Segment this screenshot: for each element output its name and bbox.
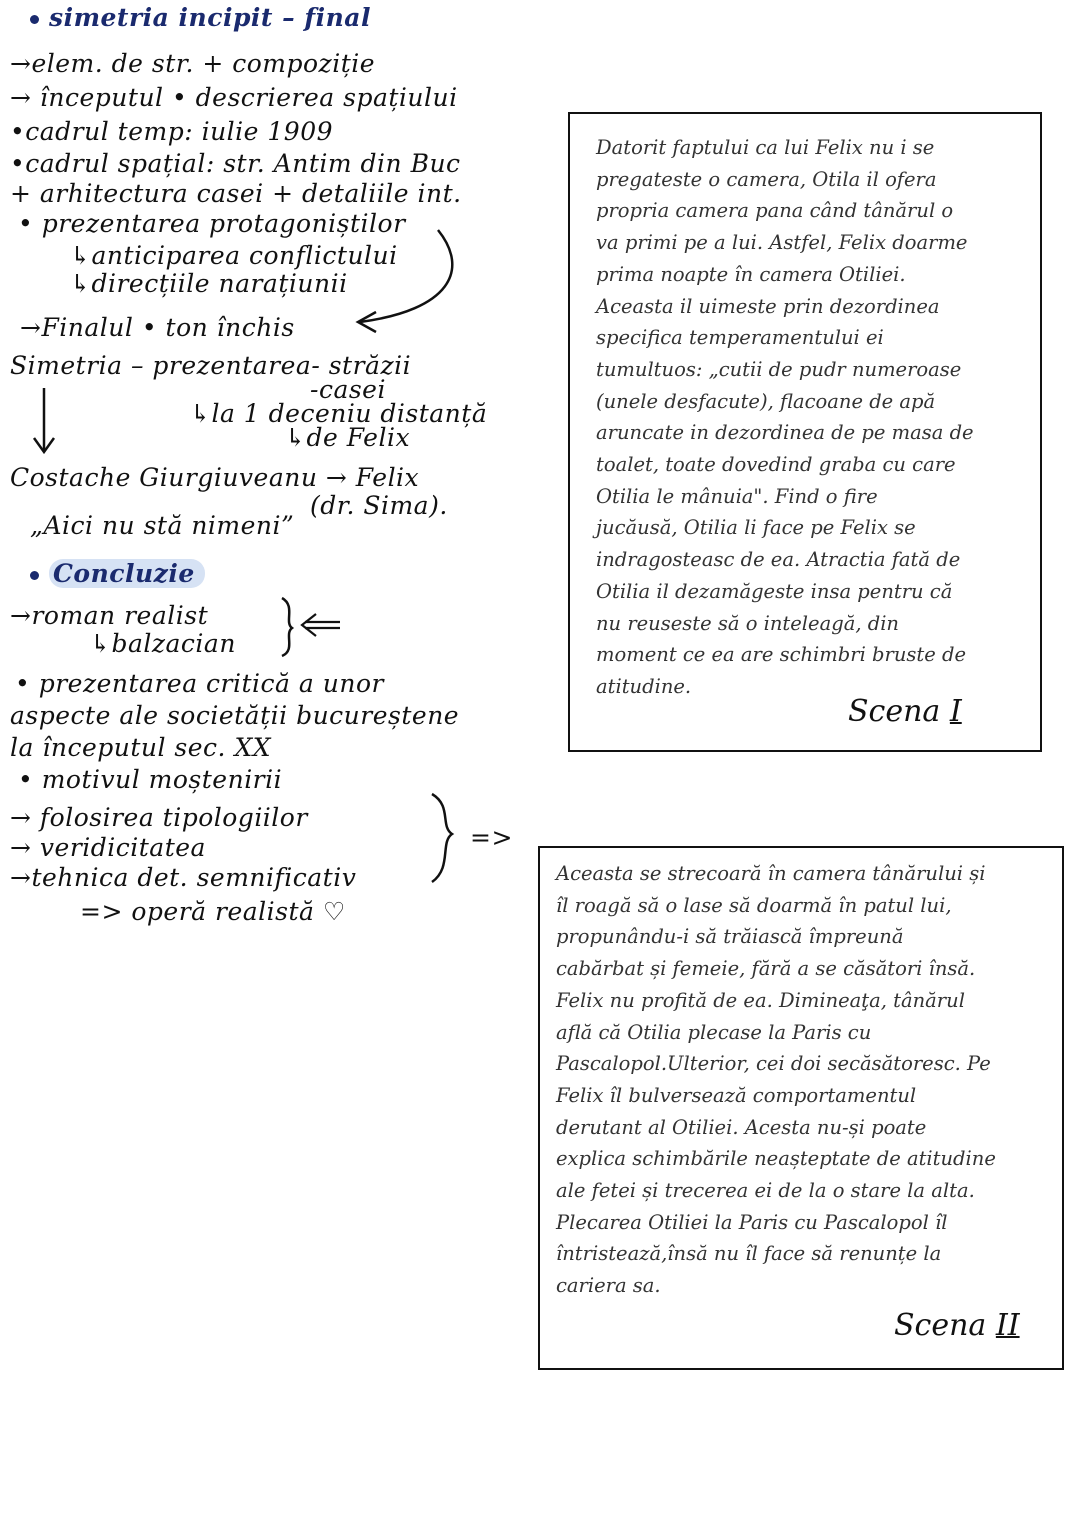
notes-line: -casei	[310, 375, 386, 404]
scene-two-label: Scena II	[894, 1308, 1020, 1343]
notes-heading-conclusion: Concluzie	[30, 558, 205, 589]
notes-line: ↳balzacian	[90, 629, 236, 658]
notes-line: → veridicitatea	[10, 833, 206, 862]
notes-line: + arhitectura casei + detaliile int.	[10, 179, 462, 208]
notes-arrow-text: =>	[470, 823, 513, 852]
notes-line: → începutul • descrierea spațiului	[10, 83, 458, 112]
notes-line: ↳direcțiile narațiunii	[70, 269, 348, 298]
notes-line: aspecte ale societății bucureștene	[10, 701, 460, 730]
notes-line: → folosirea tipologiilor	[10, 803, 308, 832]
bullet-icon	[30, 571, 39, 580]
notes-line: ↳anticiparea conflictului	[70, 241, 398, 270]
arrow-head-icon	[358, 312, 376, 332]
notes-heading-symmetry: simetria incipit – final	[30, 2, 371, 33]
arrow-head-icon	[302, 614, 316, 636]
notes-line: •cadrul temp: iulie 1909	[10, 117, 334, 146]
bullet-icon	[30, 15, 39, 24]
notes-line: Simetria – prezentarea- străzii	[10, 351, 412, 380]
notes-line: →roman realist	[10, 601, 209, 630]
notes-line: Costache Giurgiuveanu → Felix	[10, 463, 420, 492]
notes-line: la începutul sec. XX	[10, 733, 272, 762]
notes-line: →Finalul • ton închis	[20, 313, 295, 342]
notes-line: • prezentarea protagoniștilor	[18, 209, 406, 238]
notes-line: • prezentarea critică a unor	[15, 669, 384, 698]
notes-line: „Aici nu stă nimeni”	[30, 511, 295, 540]
scene-two-text: Aceasta se strecoară în camera tânărului și îl roagă să o lase să doarmă în patul lui, propunându-i să trăiască împreună cabărbat și femeie, fără a se căsători însă. Felix nu profită de ea. Dimineaţa, tânărul află că Otilia plecase la Paris cu Pascalopol.Ulterior, cei doi secăsătoresc. Pe Felix îl bulversează comportamentul derutant al Otiliei. Acesta nu-și poate explica schimbările neașteptate de atitudine ale fetei și trecerea ei de la o stare la alta. Plecarea Otiliei la Paris cu Pascalopol îl întristează,însă nu îl face să renunțe la cariera sa.	[556, 862, 996, 1298]
brace-icon	[432, 794, 452, 882]
scene-one-box	[568, 112, 1042, 752]
notes-line: ↳de Felix	[285, 423, 411, 452]
notes-line: • motivul moștenirii	[18, 765, 283, 794]
brace-icon	[282, 598, 292, 656]
notes-line: →tehnica det. semnificativ	[10, 863, 357, 892]
scene-one-text: Datorit faptului ca lui Felix nu i se pregateste o camera, Otila il ofera propria camera pana când tânărul o va primi pe a lui. Astfel, Felix doarme prima noapte în camera Otiliei. Aceasta il uimeste prin dezordinea specifica temperamentului ei tumultuos: „cutii de pudr numeroase (unele desfacute), flacoane de apă aruncate in dezordinea de pe masa de toalet, toate dovedind graba cu care Otilia le mânuia". Find o fire jucăusă, Otilia li face pe Felix se indragosteasc de ea. Atractia fată de Otilia il dezamăgeste insa pentru că nu reuseste să o inteleagă, din moment ce ea are schimbri bruste de atitudine.	[596, 136, 974, 698]
notes-line: => operă realistă ♡	[80, 897, 346, 926]
arrow-head-icon	[34, 438, 54, 452]
notes-line: •cadrul spațial: str. Antim din Buc	[10, 149, 461, 178]
notes-line: →elem. de str. + compoziție	[10, 49, 376, 78]
notes-line: (dr. Sima).	[310, 491, 448, 520]
scene-one-label: Scena I	[848, 694, 962, 729]
scene-two-box	[538, 846, 1064, 1370]
notes-line: ↳la 1 deceniu distanță	[190, 399, 488, 428]
